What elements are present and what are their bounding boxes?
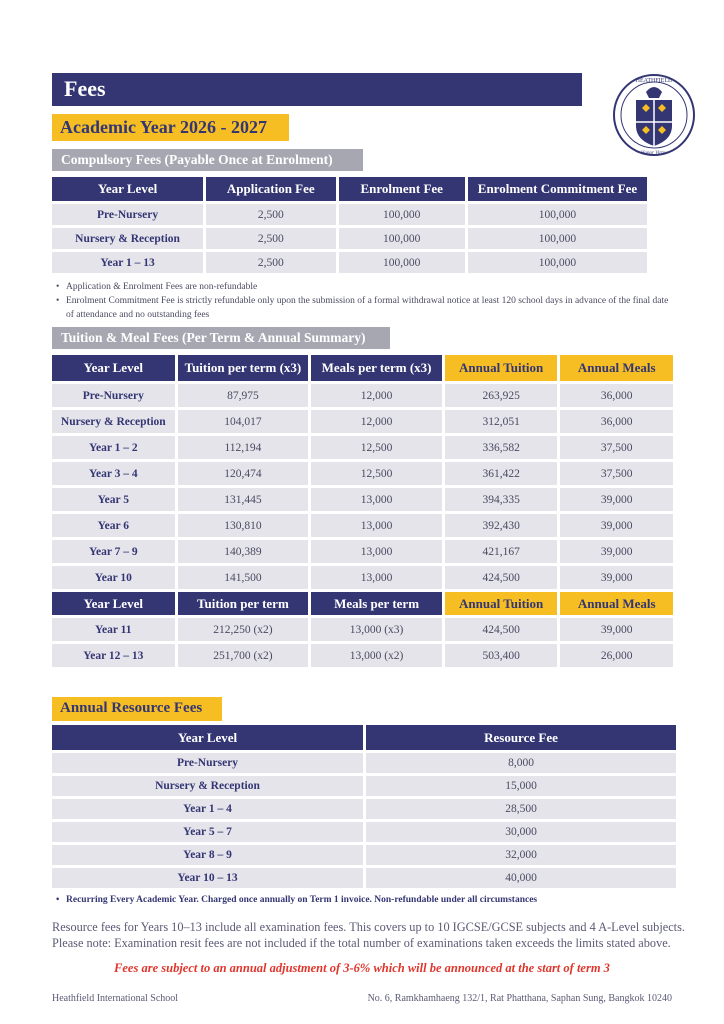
table-cell: 13,000 [311, 488, 442, 511]
table-cell: Year 1 – 13 [52, 252, 203, 273]
table-cell: 39,000 [560, 566, 673, 589]
table-cell: 12,000 [311, 384, 442, 407]
table-cell: 39,000 [560, 488, 673, 511]
table-row [52, 776, 676, 796]
table-cell: 263,925 [445, 384, 558, 407]
table-cell: 503,400 [445, 644, 558, 667]
table-cell: 13,000 (x2) [311, 644, 442, 667]
table-row [52, 514, 673, 537]
table-cell: 36,000 [560, 384, 673, 407]
table-cell: Year 12 – 13 [52, 644, 175, 667]
compulsory-fees-notes [56, 280, 676, 322]
column-header: Annual Tuition [445, 592, 558, 615]
academic-year-heading: Academic Year 2026 - 2027 [52, 114, 289, 141]
table-cell: 15,000 [366, 776, 676, 796]
table-cell: 40,000 [366, 868, 676, 888]
table-cell: 100,000 [339, 252, 465, 273]
table-cell: 424,500 [445, 566, 558, 589]
school-crest-logo [612, 70, 696, 160]
note-item: • Application & Enrolment Fees are non-refundable [56, 280, 676, 294]
column-header: Enrolment Commitment Fee [468, 177, 647, 201]
tuition-fees-heading: Tuition & Meal Fees (Per Term & Annual Summary) [52, 327, 390, 349]
table-cell: Year 11 [52, 618, 175, 641]
table-cell: 212,250 (x2) [178, 618, 309, 641]
table-row [52, 753, 676, 773]
table-cell: Year 6 [52, 514, 175, 537]
table-row [52, 204, 647, 225]
table-cell: 36,000 [560, 410, 673, 433]
table-cell: 100,000 [468, 204, 647, 225]
table-cell: Pre-Nursery [52, 384, 175, 407]
table-cell: 130,810 [178, 514, 309, 537]
resource-fees-heading: Annual Resource Fees [52, 697, 222, 721]
table-cell: 141,500 [178, 566, 309, 589]
table-cell: 251,700 (x2) [178, 644, 309, 667]
table-row [52, 488, 673, 511]
footer-school-name: Heathfield International School [52, 993, 179, 1004]
table-cell: 39,000 [560, 514, 673, 537]
table-row [52, 540, 673, 563]
compulsory-fees-heading: Compulsory Fees (Payable Once at Enrolment) [52, 149, 363, 171]
table-cell: 100,000 [468, 228, 647, 249]
table-cell: Pre-Nursery [52, 753, 363, 773]
table-cell: Nursery & Reception [52, 776, 363, 796]
column-header: Annual Meals [560, 592, 673, 615]
table-cell: 13,000 [311, 540, 442, 563]
table-cell: Year 10 [52, 566, 175, 589]
resource-fees-table [49, 722, 679, 891]
table-cell: 12,500 [311, 462, 442, 485]
table-cell: 100,000 [339, 204, 465, 225]
table-cell: Year 7 – 9 [52, 540, 175, 563]
table-cell: Year 10 – 13 [52, 868, 363, 888]
table-cell: 39,000 [560, 618, 673, 641]
resource-fees-note: • Recurring Every Academic Year. Charged once annually on Term 1 invoice. Non-refundable under all circumstances [56, 895, 537, 905]
table-cell: 87,975 [178, 384, 309, 407]
table-cell: 2,500 [206, 204, 335, 225]
table-cell: 8,000 [366, 753, 676, 773]
footer-address: No. 6, Ramkhamhaeng 132/1, Rat Phatthana, Saphan Sung, Bangkok 10240 [367, 993, 672, 1004]
adjustment-warning: Fees are subject to an annual adjustment of 3-6% which will be announced at the start of term 3 [114, 961, 610, 975]
column-header: Year Level [52, 592, 175, 615]
table-cell: 13,000 [311, 566, 442, 589]
table-cell: 37,500 [560, 462, 673, 485]
table-cell: 100,000 [339, 228, 465, 249]
page-title: Fees [52, 73, 582, 106]
table-cell: Year 1 – 4 [52, 799, 363, 819]
table-row [52, 384, 673, 407]
table-cell: 336,582 [445, 436, 558, 459]
table-cell: 26,000 [560, 644, 673, 667]
table-row [52, 868, 676, 888]
svg-text:Honor Virtus: Honor Virtus [640, 151, 668, 156]
table-header-row [52, 725, 676, 750]
table-cell: Year 5 – 7 [52, 822, 363, 842]
table-row [52, 845, 676, 865]
table-cell: 37,500 [560, 436, 673, 459]
tuition-fees-table [49, 352, 676, 670]
table-cell: Nursery & Reception [52, 410, 175, 433]
compulsory-fees-table [49, 174, 650, 276]
column-header: Enrolment Fee [339, 177, 465, 201]
table-cell: 100,000 [468, 252, 647, 273]
table-row [52, 436, 673, 459]
table-cell: Nursery & Reception [52, 228, 203, 249]
table-row [52, 228, 647, 249]
table-cell: 13,000 (x3) [311, 618, 442, 641]
table-cell: 392,430 [445, 514, 558, 537]
table-cell: 361,422 [445, 462, 558, 485]
column-header: Application Fee [206, 177, 335, 201]
table-cell: Pre-Nursery [52, 204, 203, 225]
column-header: Meals per term (x3) [311, 355, 442, 381]
table-cell: 131,445 [178, 488, 309, 511]
table-cell: 424,500 [445, 618, 558, 641]
svg-text:HEATHFIELD: HEATHFIELD [635, 78, 673, 84]
table-row [52, 462, 673, 485]
column-header: Tuition per term (x3) [178, 355, 309, 381]
column-header: Annual Meals [560, 355, 673, 381]
table-cell: 13,000 [311, 514, 442, 537]
column-header: Meals per term [311, 592, 442, 615]
table-row [52, 822, 676, 842]
table-cell: 104,017 [178, 410, 309, 433]
table-cell: Year 8 – 9 [52, 845, 363, 865]
table-cell: 312,051 [445, 410, 558, 433]
column-header: Annual Tuition [445, 355, 558, 381]
table-header-row [52, 592, 673, 615]
table-cell: 421,167 [445, 540, 558, 563]
table-cell: 32,000 [366, 845, 676, 865]
table-cell: Year 3 – 4 [52, 462, 175, 485]
table-row [52, 252, 647, 273]
table-cell: 28,500 [366, 799, 676, 819]
note-item: • Enrolment Commitment Fee is strictly refundable only upon the submission of a formal withdrawal notice at least 120 school days in advance of the final date of attendance and no outstanding fees [56, 294, 676, 322]
table-header-row [52, 177, 647, 201]
table-row [52, 618, 673, 641]
table-cell: Year 1 – 2 [52, 436, 175, 459]
column-header: Year Level [52, 355, 175, 381]
table-row [52, 566, 673, 589]
table-cell: 30,000 [366, 822, 676, 842]
column-header: Tuition per term [178, 592, 309, 615]
table-cell: Year 5 [52, 488, 175, 511]
table-cell: 2,500 [206, 228, 335, 249]
table-row [52, 410, 673, 433]
table-row [52, 644, 673, 667]
table-cell: 39,000 [560, 540, 673, 563]
resource-fees-paragraph: Resource fees for Years 10–13 include all examination fees. This covers up to 10 IGCSE/GCSE subjects and 4 A-Level subjects. Please note: Examination resit fees are not included if the total number of examinations taken exceeds the limits stated above. [52, 920, 685, 950]
table-cell: 2,500 [206, 252, 335, 273]
table-row [52, 799, 676, 819]
table-cell: 120,474 [178, 462, 309, 485]
table-cell: 394,335 [445, 488, 558, 511]
table-cell: 140,389 [178, 540, 309, 563]
table-cell: 112,194 [178, 436, 309, 459]
column-header: Year Level [52, 725, 363, 750]
table-cell: 12,500 [311, 436, 442, 459]
column-header: Resource Fee [366, 725, 676, 750]
table-header-row [52, 355, 673, 381]
table-cell: 12,000 [311, 410, 442, 433]
column-header: Year Level [52, 177, 203, 201]
